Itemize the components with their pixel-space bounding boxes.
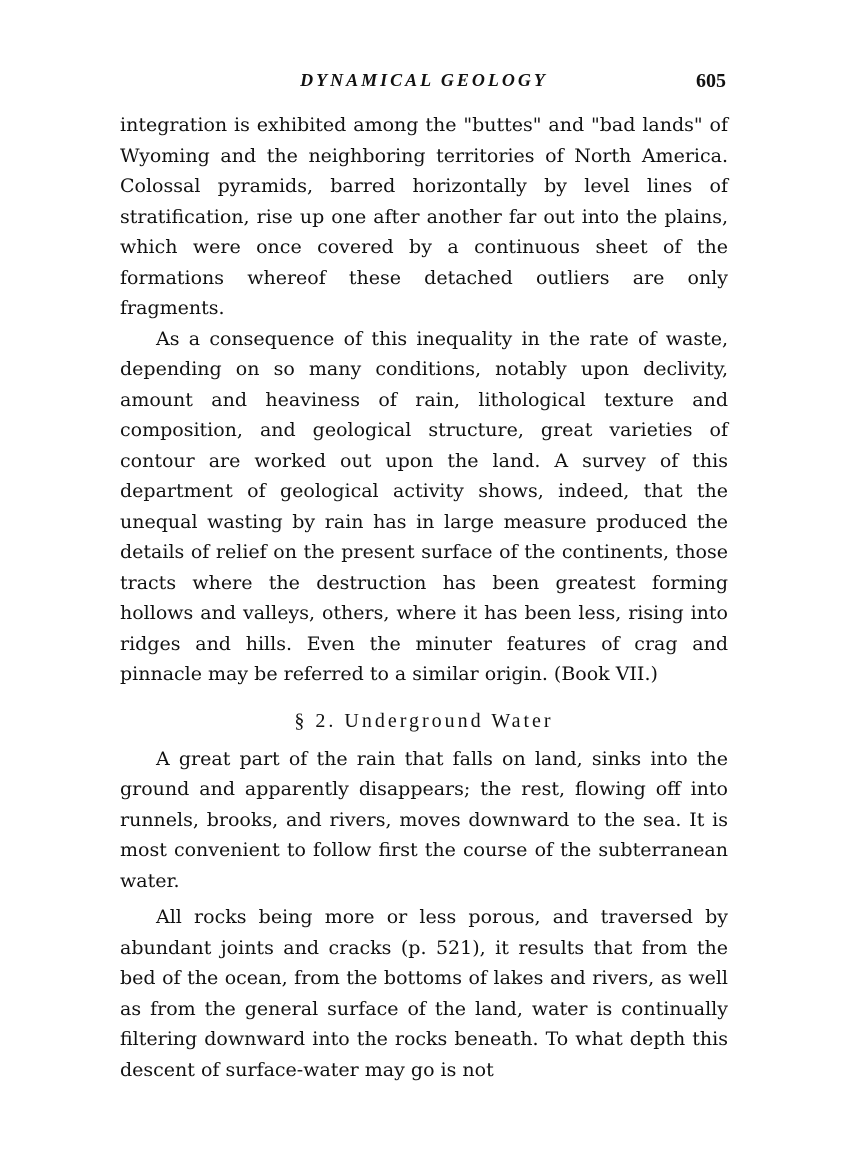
page-number: 605 [696, 70, 726, 92]
page-header [120, 70, 728, 102]
paragraph-continuation: integration is exhibited among the "buttes" and "bad lands" of Wyoming and the neighboring territories of North America. Colossal pyramids, barred horizontally by level lines of stratification, rise up one after another far out into the plains, which were once covered by a continuous sheet of the formations whereof these detached outliers are only fragments. [120, 114, 728, 319]
book-page [120, 70, 728, 1085]
paragraph-rain-sinks: A great part of the rain that falls on land, sinks into the ground and apparently disappears; the rest, flowing off into runnels, brooks, and rivers, moves downward to the sea. It is most convenient to follow first the course of the subterranean water. [120, 747, 728, 892]
paragraph-porous-rocks: All rocks being more or less porous, and traversed by abundant joints and cracks (p. 521), it results that from the bed of the ocean, from the bottoms of lakes and rivers, as well as from the general surface of the land, water is continually filtering downward into the rocks beneath. To what depth this descent of surface-water may go is not [120, 906, 728, 1081]
section-heading: § 2. Underground Water [294, 709, 554, 732]
paragraph-inequality-waste: As a consequence of this inequality in the rate of waste, depending on so many conditions, notably upon declivity, amount and heaviness of rain, lithological texture and composition, and geological structure, great varieties of contour are worked out upon the land. A survey of this department of geological activity shows, indeed, that the unequal wasting by rain has in large measure produced the details of relief on the present surface of the continents, those tracts where the destruction has been greatest forming hollows and valleys, others, where it has been less, rising into ridges and hills. Even the minuter features of crag and pinnacle may be referred to a similar origin. (Book VII.) [120, 327, 728, 685]
running-title: DYNAMICAL GEOLOGY [300, 70, 548, 90]
